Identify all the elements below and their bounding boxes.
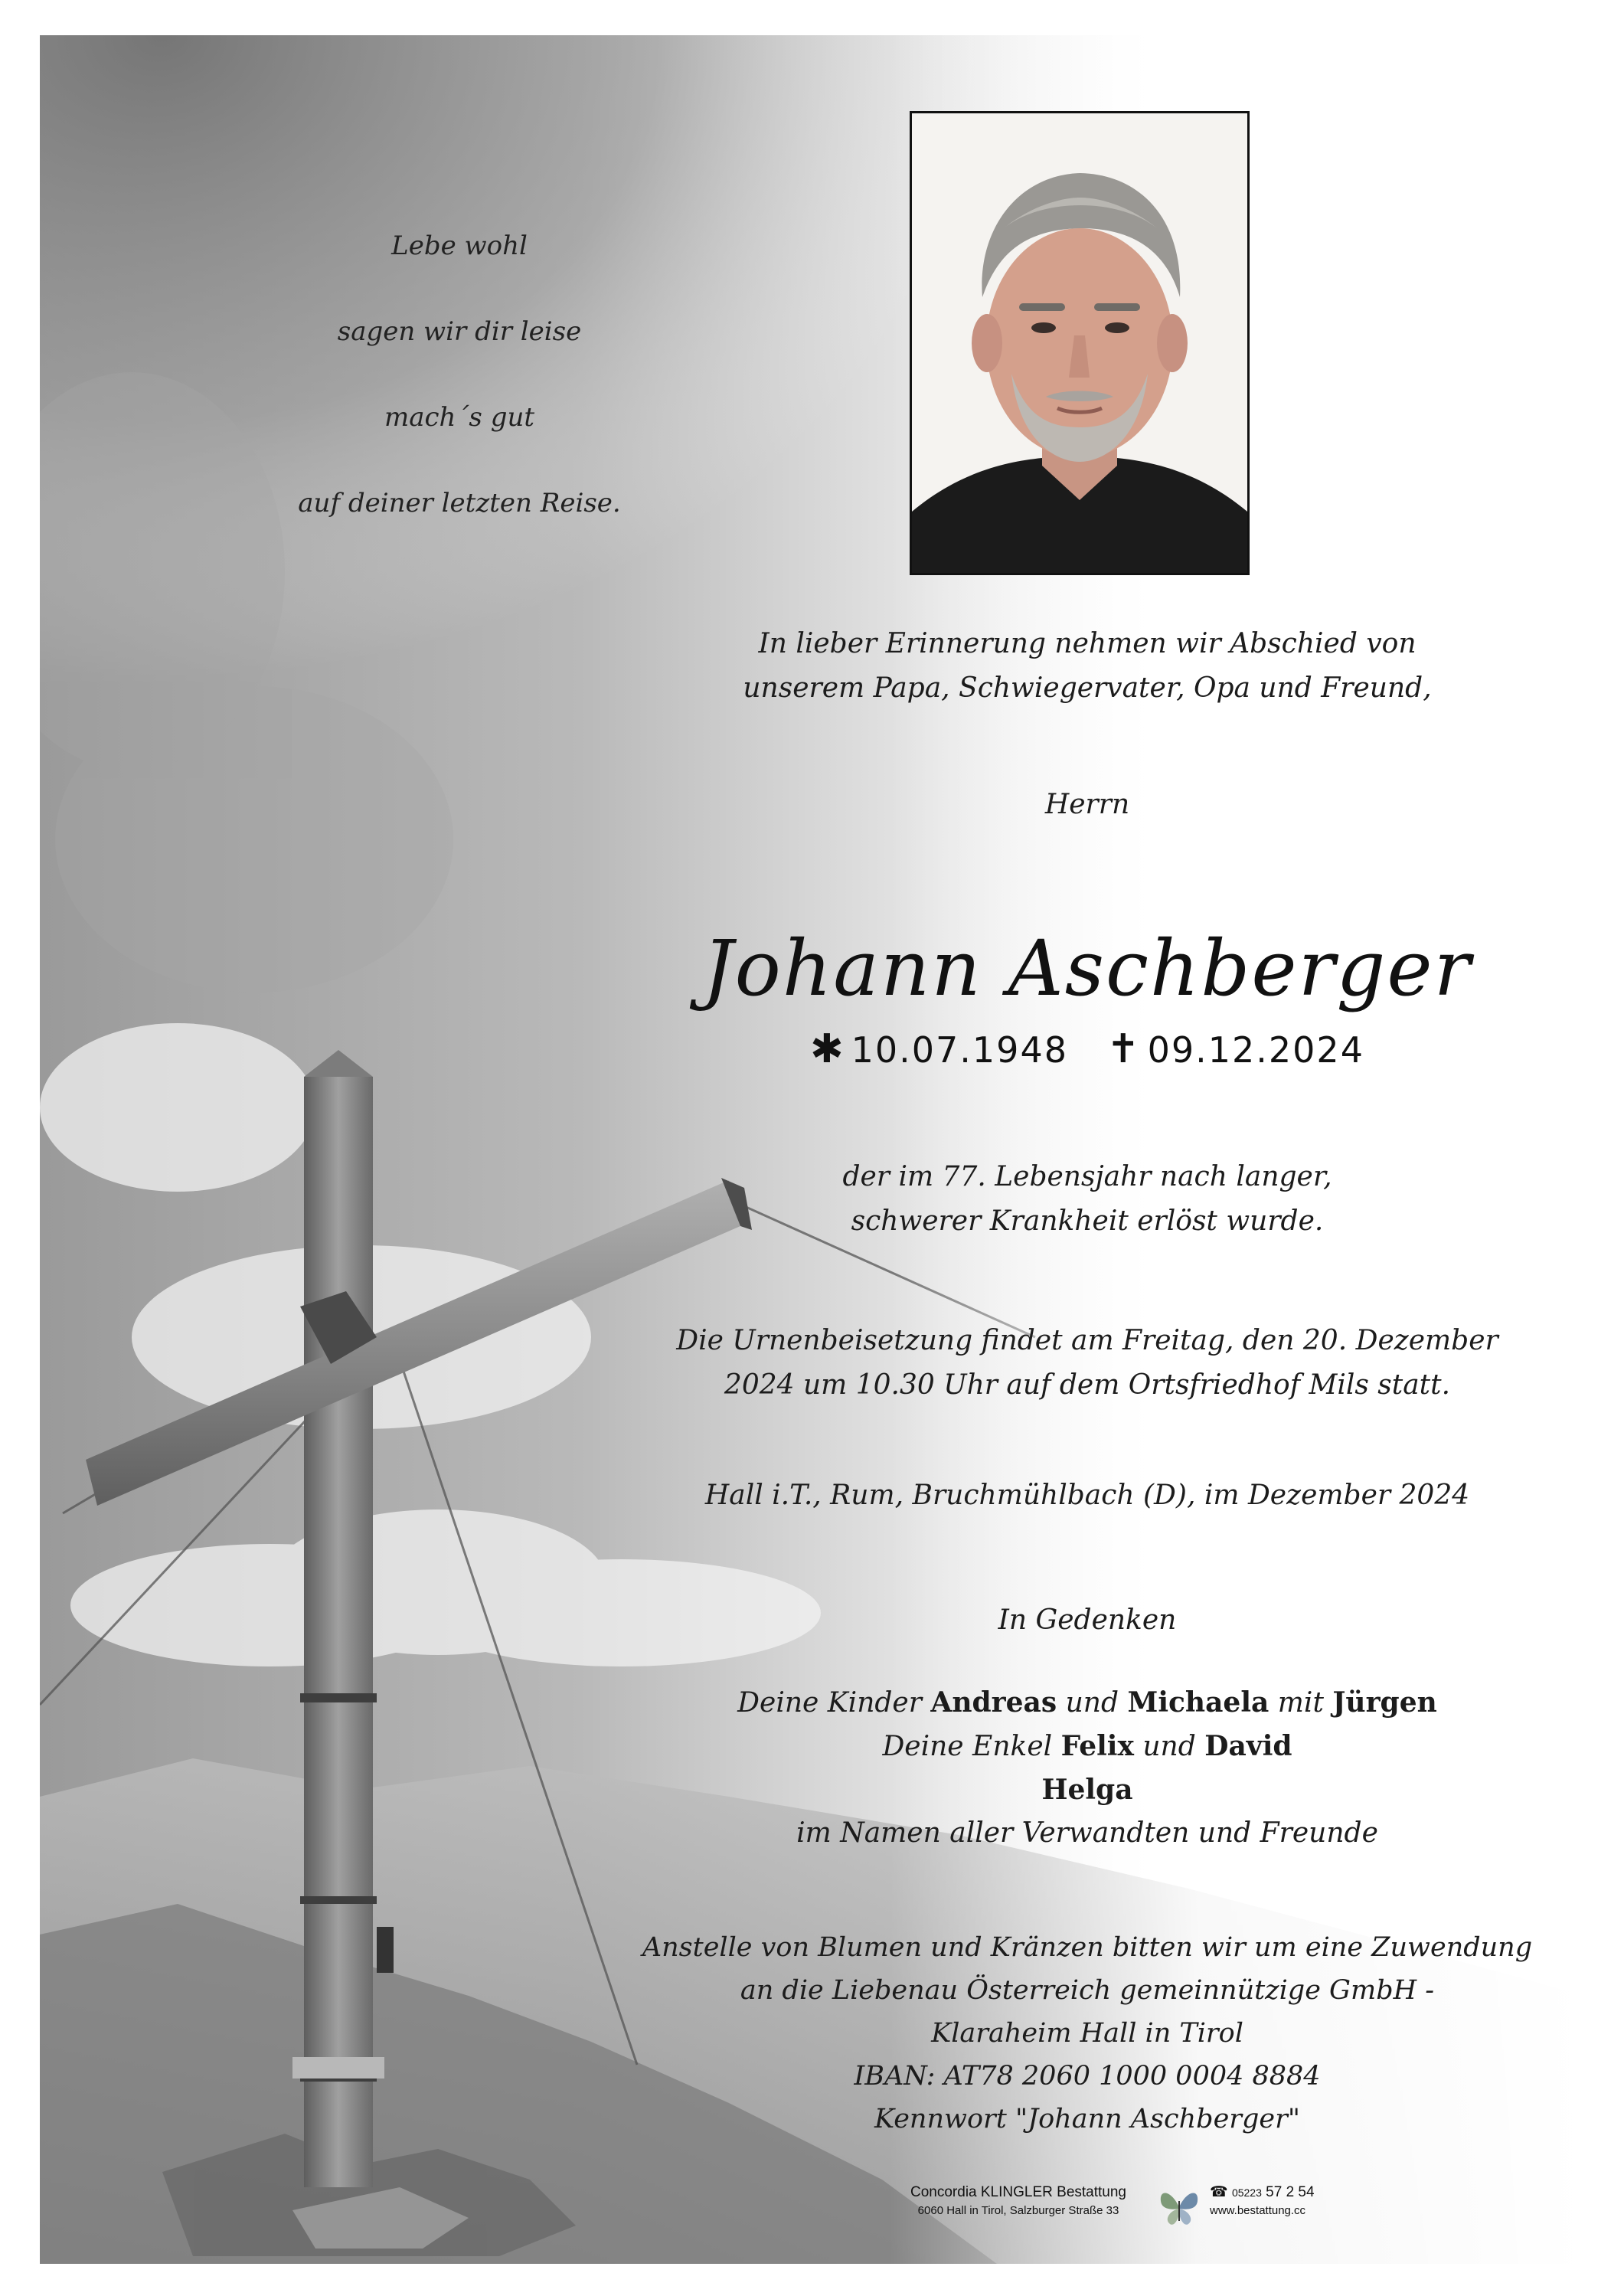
relative-name: Helga	[1041, 1774, 1133, 1806]
partner-name: Jürgen	[1332, 1686, 1437, 1719]
contact-info	[1210, 2183, 1348, 2219]
birth-star-icon: ✱	[810, 1026, 845, 1072]
child-name: Michaela	[1127, 1686, 1269, 1719]
children-prefix: Deine Kinder	[737, 1687, 922, 1719]
conjunction: mit	[1277, 1687, 1324, 1719]
donation-iban: IBAN: AT78 2060 1000 0004 8884	[854, 2061, 1321, 2092]
place-date: Hall i.T., Rum, Bruchmühlbach (D), im Dezember 2024	[704, 1480, 1470, 1511]
butterfly-logo-icon	[1156, 2184, 1202, 2229]
death-date: 09.12.2024	[1147, 1029, 1364, 1071]
portrait-photo	[910, 111, 1250, 575]
conjunction: und	[1065, 1687, 1119, 1719]
grandchild-name: David	[1204, 1730, 1292, 1762]
salutation: Herrn	[1044, 789, 1130, 820]
intro-text	[597, 622, 1577, 711]
verse-line: sagen wir dir leise	[337, 316, 582, 347]
donation-line: Klaraheim Hall in Tirol	[931, 2018, 1243, 2049]
verse-line: Lebe wohl	[391, 231, 528, 261]
funeral-home-footer	[881, 2183, 1340, 2236]
verse-line: mach´s gut	[384, 402, 535, 433]
grandchildren-prefix: Deine Enkel	[882, 1731, 1053, 1762]
grandchild-name: Felix	[1060, 1730, 1134, 1762]
phone-main: 57 2 54	[1266, 2184, 1315, 2200]
deceased-name: Johann Aschberger	[702, 924, 1472, 1013]
passing-line-2: schwerer Krankheit erlöst wurde.	[851, 1205, 1324, 1237]
company-address: 6060 Hall in Tirol, Salzburger Straße 33	[917, 2204, 1119, 2217]
verse-line: auf deiner letzten Reise.	[298, 488, 621, 518]
life-dates	[597, 1026, 1577, 1072]
intro-line-1: In lieber Erinnerung nehmen wir Abschied von	[758, 628, 1417, 659]
funeral-line-1: Die Urnenbeisetzung findet am Freitag, den 20. Dezember	[676, 1325, 1498, 1356]
company-name: Concordia KLINGLER Bestattung	[910, 2184, 1126, 2200]
family-other-line	[597, 1768, 1577, 1812]
phone-area-code: 05223	[1231, 2186, 1262, 2199]
birth-date: 10.07.1948	[851, 1029, 1068, 1071]
intro-line-2: unserem Papa, Schwiegervater, Opa und Freund,	[743, 672, 1432, 704]
family-children-line	[597, 1681, 1577, 1725]
farewell-verse	[230, 203, 689, 546]
family-list	[597, 1681, 1577, 1855]
funeral-line-2: 2024 um 10.30 Uhr auf dem Ortsfriedhof Mils statt.	[724, 1369, 1451, 1401]
donation-keyword: Kennwort "Johann Aschberger"	[874, 2104, 1300, 2134]
passing-text	[597, 1155, 1577, 1244]
funeral-text	[597, 1319, 1577, 1408]
in-memory-heading: In Gedenken	[998, 1604, 1177, 1636]
family-closing-line: im Namen aller Verwandten und Freunde	[796, 1817, 1378, 1849]
passing-line-1: der im 77. Lebensjahr nach langer,	[842, 1161, 1332, 1192]
funeral-home-info	[881, 2183, 1156, 2219]
donation-line: Anstelle von Blumen und Kränzen bitten wir um eine Zuwendung	[642, 1932, 1533, 1963]
death-cross-icon: ✝	[1106, 1026, 1142, 1072]
donation-request	[597, 1926, 1577, 2141]
donation-line: an die Liebenau Österreich gemeinnützige GmbH -	[740, 1975, 1435, 2006]
phone-icon: ☎	[1210, 2184, 1228, 2200]
child-name: Andreas	[930, 1686, 1057, 1719]
family-grandchildren-line	[597, 1725, 1577, 1768]
conjunction: und	[1142, 1731, 1196, 1762]
website-link[interactable]: www.bestattung.cc	[1210, 2204, 1306, 2217]
phone-number	[1210, 2183, 1348, 2203]
